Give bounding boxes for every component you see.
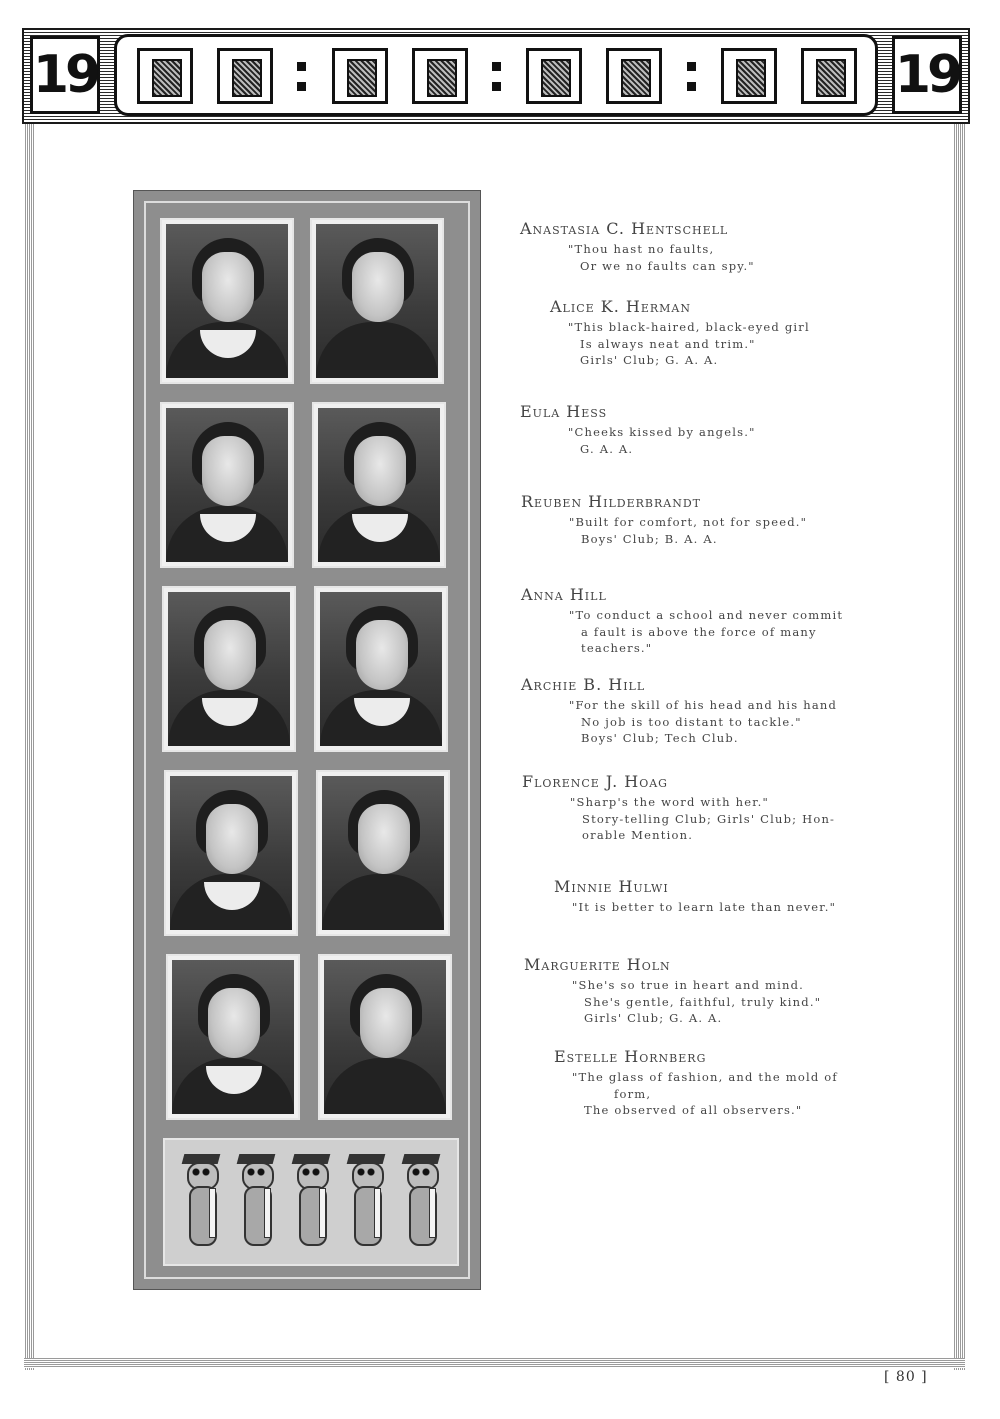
student-entry — [550, 297, 810, 369]
entry-line: "To conduct a school and never commit — [569, 608, 844, 622]
owl-icon — [236, 1154, 276, 1254]
owl-icon — [291, 1154, 331, 1254]
student-entry — [520, 219, 755, 274]
entry-line: No job is too distant to tackle." — [581, 714, 802, 729]
year-left: 19 — [30, 36, 100, 114]
entry-line: Boys' Club; B. A. A. — [581, 531, 718, 546]
entry-line: "This black-haired, black-eyed girl — [568, 320, 810, 334]
student-name: Estelle Hornberg — [554, 1047, 707, 1066]
entry-line: a fault is above the force of many — [581, 624, 817, 639]
student-name: Reuben Hilderbrandt — [521, 492, 701, 511]
year-right: 19 — [892, 36, 962, 114]
portrait-photo — [160, 402, 294, 568]
student-entry — [524, 955, 821, 1027]
portrait-photo — [160, 218, 294, 384]
student-name: Anna Hill — [521, 585, 607, 604]
portrait-photo — [318, 954, 452, 1120]
entry-line: "She's so true in heart and mind. — [572, 978, 805, 992]
entry-line: orable Mention. — [582, 828, 694, 842]
portrait-photo — [316, 770, 450, 936]
title-separator — [297, 56, 307, 96]
page-frame-bottom — [24, 1358, 965, 1368]
portrait-photo — [314, 586, 448, 752]
page-frame-left — [24, 124, 34, 1370]
entry-line: Story-telling Club; Girls' Club; Hon- — [582, 811, 836, 826]
portrait-photo — [312, 402, 446, 568]
student-entry — [554, 877, 836, 916]
student-entry — [521, 492, 807, 547]
entry-line: Or we no faults can spy." — [580, 258, 755, 273]
title-glyph — [801, 48, 857, 104]
owl-icon — [181, 1154, 221, 1254]
entry-line: form, — [614, 1086, 652, 1101]
entry-line: teachers." — [581, 641, 653, 655]
entry-line: "For the skill of his head and his hand — [569, 698, 838, 712]
student-name: Marguerite Holn — [524, 955, 671, 974]
entry-line: "Cheeks kissed by angels." — [568, 425, 756, 439]
entry-line: "The glass of fashion, and the mold of — [572, 1070, 838, 1084]
student-name: Florence J. Hoag — [522, 772, 668, 791]
entry-line: Girls' Club; G. A. A. — [580, 353, 719, 367]
entry-line: "Built for comfort, not for speed." — [569, 515, 808, 529]
student-name: Archie B. Hill — [521, 675, 646, 694]
header-banner — [22, 28, 970, 124]
decorative-title — [137, 47, 857, 105]
student-entry — [521, 585, 843, 657]
entry-line: "Thou hast no faults, — [568, 242, 715, 256]
title-glyph — [412, 48, 468, 104]
title-scroll — [114, 34, 878, 116]
student-entry — [521, 675, 837, 747]
entry-line: She's gentle, faithful, truly kind." — [584, 994, 822, 1009]
entry-line: "Sharp's the word with her." — [570, 795, 769, 809]
title-glyph — [606, 48, 662, 104]
entry-line: "It is better to learn late than never." — [572, 900, 837, 914]
entry-line: The observed of all observers." — [584, 1103, 803, 1117]
student-entry — [554, 1047, 838, 1119]
entry-line: G. A. A. — [580, 441, 634, 456]
portrait-photo — [310, 218, 444, 384]
title-glyph — [217, 48, 273, 104]
entry-line: Is always neat and trim." — [580, 336, 756, 351]
entry-line: Boys' Club; Tech Club. — [581, 731, 739, 745]
title-glyph — [332, 48, 388, 104]
student-entry — [520, 402, 756, 457]
student-name: Alice K. Herman — [550, 297, 691, 316]
portrait-photo — [164, 770, 298, 936]
student-entry — [522, 772, 835, 844]
title-separator — [492, 56, 502, 96]
student-name: Eula Hess — [520, 402, 608, 421]
owl-icon — [346, 1154, 386, 1254]
student-name: Minnie Hulwi — [554, 877, 669, 896]
portrait-photo — [166, 954, 300, 1120]
title-glyph — [721, 48, 777, 104]
title-glyph — [137, 48, 193, 104]
page-frame-right — [953, 124, 965, 1370]
owl-illustration — [163, 1138, 459, 1266]
title-glyph — [526, 48, 582, 104]
portrait-photo — [162, 586, 296, 752]
owl-icon — [401, 1154, 441, 1254]
entry-line: Girls' Club; G. A. A. — [584, 1011, 723, 1025]
student-name: Anastasia C. Hentschell — [520, 219, 729, 238]
page-number: [ 80 ] — [884, 1369, 928, 1385]
title-separator — [687, 56, 697, 96]
